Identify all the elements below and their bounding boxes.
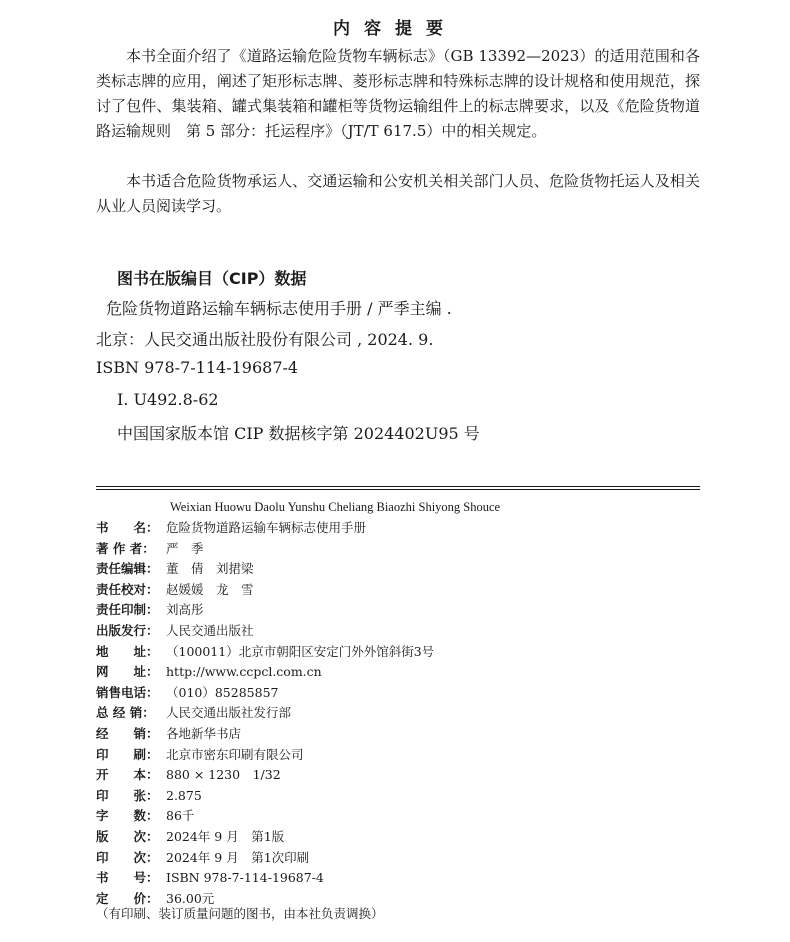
colophon-label: 字 数：: [96, 808, 159, 824]
colophon-row: [96, 642, 434, 663]
colophon-row: [96, 621, 434, 642]
colophon-label: 经 销：: [96, 725, 159, 741]
colophon-row: [96, 703, 434, 724]
colophon-label: 地 址：: [96, 643, 159, 659]
colophon-value: 人民交通出版社发行部: [166, 705, 292, 721]
colophon-value: （100011）北京市朝阳区安定门外外馆斜街3号: [166, 643, 435, 659]
colophon-label: 出版发行：: [96, 622, 159, 638]
colophon-row: [96, 724, 434, 745]
colophon-row: [96, 559, 434, 580]
colophon-value: 人民交通出版社: [166, 622, 254, 638]
colophon-row: [96, 868, 434, 889]
colophon-row: [96, 539, 434, 560]
colophon-label: 印 张：: [96, 787, 159, 803]
colophon-label: 书 号：: [96, 870, 159, 886]
colophon-label: 责任编辑：: [96, 561, 159, 577]
pinyin-title: Weixian Huowu Daolu Yunshu Cheliang Biaozhi Shiyong Shouce: [170, 500, 501, 514]
colophon-value: 2024年 9 月 第1次印刷: [166, 849, 310, 865]
colophon-value: 86千: [166, 808, 195, 824]
colophon-label: 印 次：: [96, 849, 159, 865]
colophon-value: 880 × 1230 1/32: [166, 767, 281, 783]
colophon-row: [96, 786, 434, 807]
colophon-row: [96, 827, 434, 848]
colophon-label: 定 价：: [96, 890, 159, 906]
summary-title: 内容提要: [333, 19, 457, 39]
colophon-label: 责任印制：: [96, 602, 159, 618]
colophon-value: 36.00元: [166, 890, 215, 906]
colophon-value: 2.875: [166, 787, 202, 803]
colophon-value: （010）85285857: [166, 684, 279, 700]
colophon-label: 印 刷：: [96, 746, 159, 762]
divider-bottom: [96, 489, 700, 490]
colophon-value: ISBN 978-7-114-19687-4: [166, 870, 324, 886]
colophon-label: 版 次：: [96, 828, 159, 844]
cip-heading: 图书在版编目（CIP）数据: [117, 269, 307, 288]
colophon-label: 责任校对：: [96, 581, 159, 597]
colophon-label: 网 址：: [96, 664, 159, 680]
summary-paragraph-2: 本书适合危险货物承运人、交通运输和公安机关相关部门人员、危险货物托运人及相关从业人员阅读学习。: [96, 172, 700, 215]
colophon-row: [96, 600, 434, 621]
colophon-value: 严 季: [166, 540, 204, 556]
colophon-row: [96, 745, 434, 766]
colophon-label: 开 本：: [96, 767, 159, 783]
colophon-value: 赵媛媛 龙 雪: [166, 581, 254, 597]
colophon-label: 销售电话：: [96, 684, 159, 700]
cip-record-line: 中国国家版本馆 CIP 数据核字第 2024402U95 号: [117, 424, 480, 443]
colophon-row: [96, 580, 434, 601]
colophon-row: [96, 765, 434, 786]
divider-top: [96, 486, 700, 487]
colophon-label: 著 作 者：: [96, 540, 155, 556]
colophon-value: http://www.ccpcl.com.cn: [166, 664, 322, 680]
colophon-row: [96, 806, 434, 827]
colophon-value: 北京市密东印刷有限公司: [166, 746, 304, 762]
cip-title-line: 危险货物道路运输车辆标志使用手册 / 严季主编 .: [106, 299, 452, 318]
colophon-row: [96, 848, 434, 869]
colophon-row: [96, 518, 434, 539]
quality-notice: （有印刷、装订质量问题的图书，由本社负责调换）: [96, 906, 384, 921]
colophon-label: 总 经 销：: [96, 705, 155, 721]
colophon-value: 危险货物道路运输车辆标志使用手册: [166, 520, 367, 535]
colophon-value: 2024年 9 月 第1版: [166, 828, 285, 844]
cip-classification-line: Ⅰ. U492.8-62: [117, 390, 219, 409]
colophon-row: [96, 662, 434, 683]
colophon-value: 各地新华书店: [166, 725, 242, 741]
colophon-value: 刘高彤: [166, 602, 204, 618]
cip-publisher-line: 北京：人民交通出版社股份有限公司 , 2024. 9.: [96, 330, 434, 349]
colophon-value: 董 倩 刘捃梁: [166, 561, 254, 577]
colophon-label: 书 名：: [96, 520, 159, 535]
cip-isbn-line: ISBN 978-7-114-19687-4: [96, 358, 299, 377]
summary-paragraph-1: 本书全面介绍了《道路运输危险货物车辆标志》（GB 13392—2023）的适用范围和各类标志牌的应用，阐述了矩形标志牌、菱形标志牌和特殊标志牌的设计规格和使用规范，探讨了包件、集装箱、罐式集装箱和罐柜等货物运输组件上的标志牌要求，以及《危险货物道路运输规则 第 5 部分：托运程序》（JT/T 617.5）中的相关规定。: [96, 47, 700, 140]
colophon-table: [96, 518, 434, 909]
colophon-row: [96, 683, 434, 704]
